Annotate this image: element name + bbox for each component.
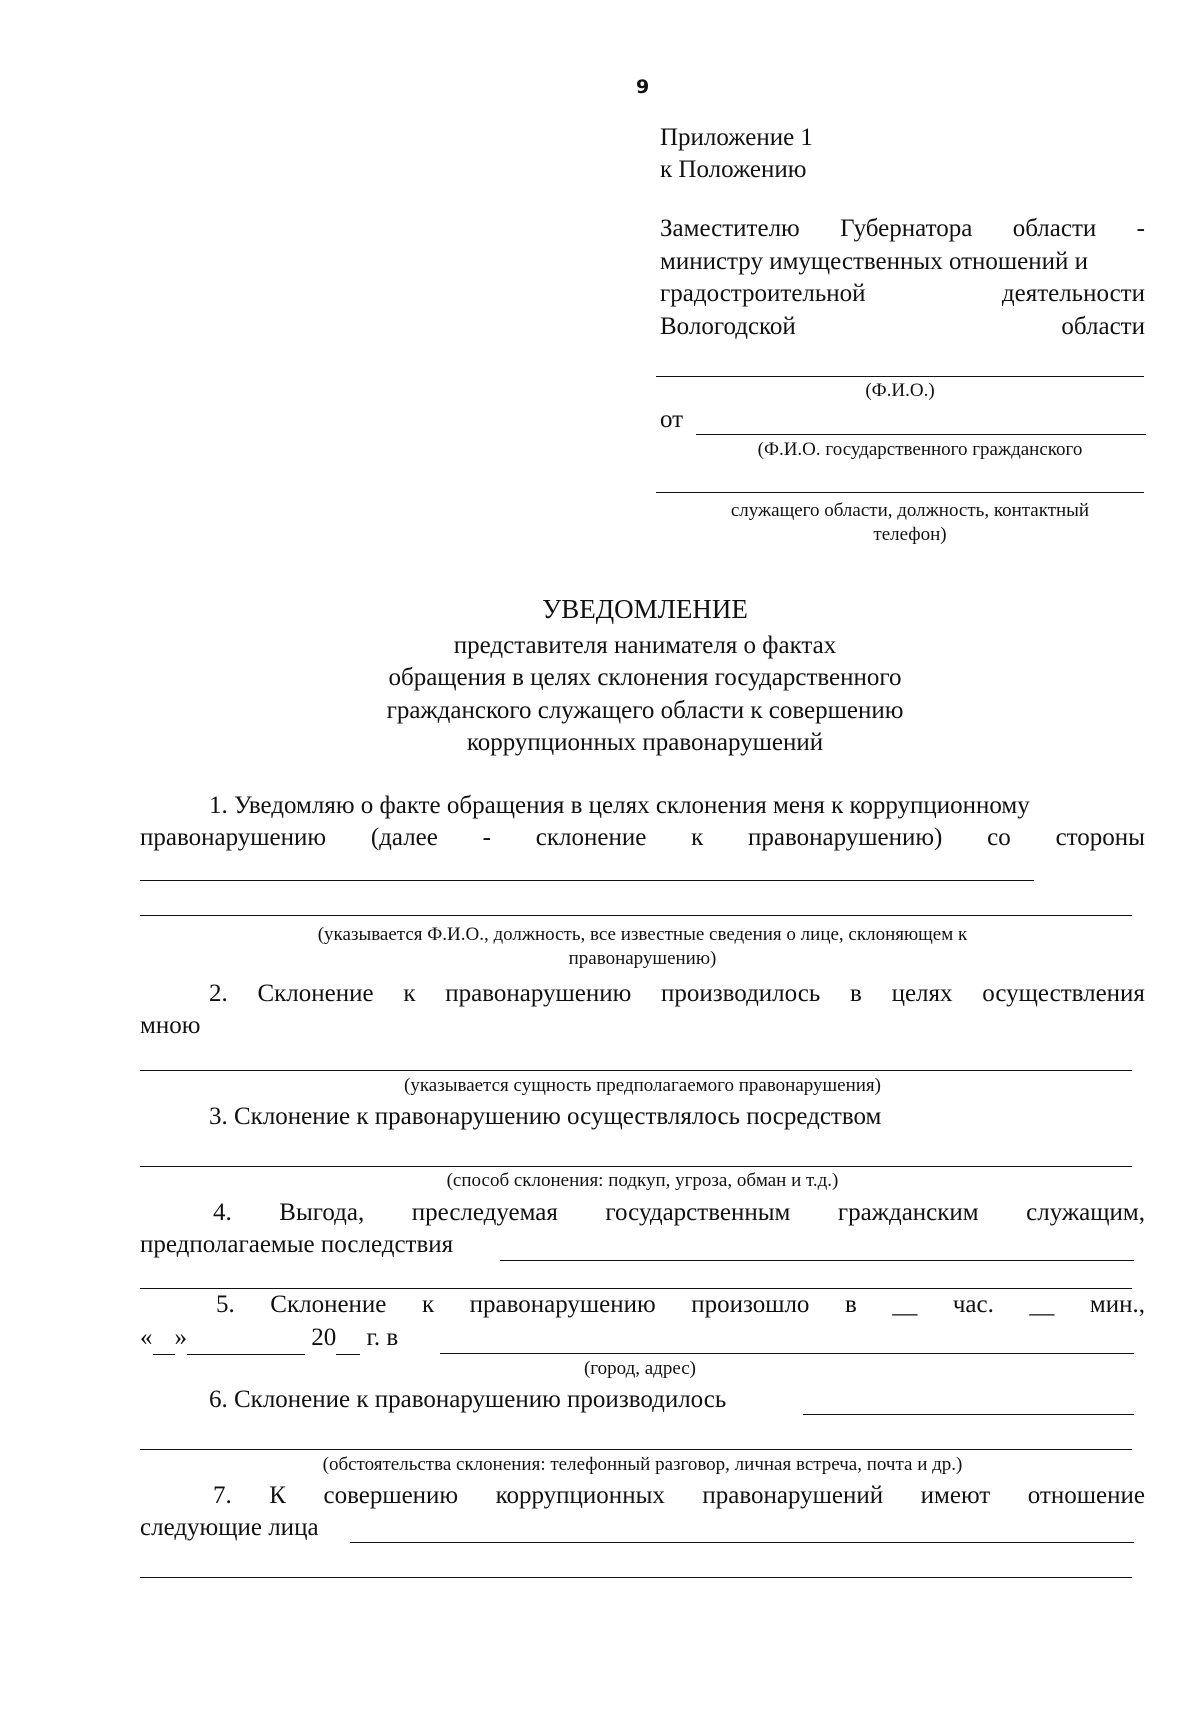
item-3-field-line[interactable] — [140, 1166, 1132, 1167]
from-caption-2b: телефон) — [873, 524, 947, 545]
item-6-line-1: 6. Склонение к правонарушению производилось — [209, 1386, 727, 1413]
year-field[interactable] — [336, 1322, 360, 1355]
month-field[interactable] — [187, 1322, 305, 1355]
item-2-caption: (указывается сущность предполагаемого правонарушения) — [404, 1075, 881, 1096]
addressee-line-4: Вологодской области — [660, 313, 1145, 340]
item-1-field-line-2[interactable] — [140, 915, 1132, 916]
item-6-field-line-1[interactable] — [803, 1414, 1134, 1415]
fio-field-line[interactable] — [656, 376, 1144, 377]
title-line-4: коррупционных правонарушений — [466, 729, 824, 756]
item-3-caption: (способ склонения: подкуп, угроза, обман и т.д.) — [446, 1170, 839, 1191]
item-5-line-2: « » 20 г. в — [140, 1322, 398, 1355]
item-5-address-line[interactable] — [440, 1353, 1134, 1354]
item-1-caption-b: правонарушению) — [568, 948, 717, 969]
from-field-line-2[interactable] — [656, 492, 1144, 493]
from-field-line[interactable] — [696, 434, 1146, 435]
item-2-line-2: мною — [140, 1012, 201, 1039]
addressee-line-3: градостроительной деятельности — [660, 280, 1145, 307]
day-field[interactable] — [153, 1322, 175, 1355]
item-1-line-2: правонарушению (далее - склонение к правонарушению) со стороны — [140, 824, 1145, 851]
item-7-field-line-1[interactable] — [350, 1542, 1134, 1543]
item-2-field-line[interactable] — [140, 1070, 1132, 1071]
page-number: 9 — [636, 76, 650, 98]
item-6-caption: (обстоятельства склонения: телефонный разговор, личная встреча, почта и др.) — [322, 1454, 963, 1475]
title-line-3: гражданского служащего области к совершению — [386, 697, 904, 724]
item-4-field-line-1[interactable] — [500, 1260, 1134, 1261]
addressee-line-2: министру имущественных отношений и — [660, 248, 1089, 275]
fio-caption: (Ф.И.О.) — [865, 380, 935, 401]
item-4-line-2: предполагаемые последствия — [140, 1231, 454, 1258]
item-3-line-1: 3. Склонение к правонарушению осуществлялось посредством — [209, 1103, 882, 1130]
document-title: УВЕДОМЛЕНИЕ — [542, 594, 748, 624]
title-line-2: обращения в целях склонения государственного — [388, 664, 902, 691]
item-6-field-line-2[interactable] — [140, 1449, 1132, 1450]
appendix-label: Приложение 1 — [660, 124, 813, 151]
from-caption-2a: служащего области, должность, контактный — [730, 500, 1090, 521]
from-caption-1: (Ф.И.О. государственного гражданского — [757, 439, 1083, 460]
addressee-line-1: Заместителю Губернатора области - — [660, 215, 1145, 242]
item-2-line-1: 2. Склонение к правонарушению производилось в целях осуществления — [209, 980, 1145, 1007]
item-7-line-1: 7. К совершению коррупционных правонарушений имеют отношение — [213, 1482, 1145, 1509]
item-7-line-2: следующие лица — [140, 1514, 319, 1541]
item-5-caption: (город, адрес) — [583, 1358, 697, 1379]
item-1-caption-a: (указывается Ф.И.О., должность, все известные сведения о лице, склоняющем к — [317, 924, 968, 945]
title-line-1: представителя нанимателя о фактах — [453, 632, 837, 659]
item-7-field-line-2[interactable] — [140, 1577, 1132, 1578]
item-1-field-line-1[interactable] — [140, 880, 1034, 881]
item-4-line-1: 4. Выгода, преследуемая государственным гражданским служащим, — [213, 1199, 1145, 1226]
item-1-line-1: 1. Уведомляю о факте обращения в целях склонения меня к коррупционному — [209, 792, 1030, 819]
from-label: от — [660, 406, 684, 433]
item-5-line-1: 5. Склонение к правонарушению произошло в __ час. __ мин., — [216, 1291, 1145, 1318]
regulation-label: к Положению — [660, 156, 807, 183]
